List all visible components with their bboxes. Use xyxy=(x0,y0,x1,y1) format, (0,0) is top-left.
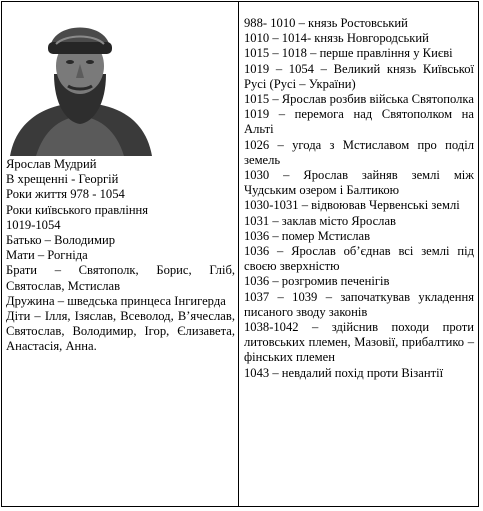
life-years: Роки життя 978 - 1054 xyxy=(6,187,125,202)
event-item: 1037 – 1039 – започаткував укладення писаного зводу законів xyxy=(244,289,474,319)
event-item: 1010 – 1014- князь Новгородський xyxy=(244,31,429,46)
event-item: 1030-1031 – відвоював Червенські землі xyxy=(244,198,460,213)
event-item: 1015 – 1018 – перше правління у Києві xyxy=(244,46,453,61)
event-item: 1038-1042 – здійснив походи проти литовських племен, Мазовії, прибалтико – фінських племен xyxy=(244,320,474,365)
history-table xyxy=(1,1,479,507)
event-item: 1026 – угода з Мстиславом про поділ земель xyxy=(244,137,474,167)
ruler-name: Ярослав Мудрий xyxy=(6,157,97,171)
event-item: 1031 – заклав місто Ярослав xyxy=(244,213,396,228)
baptismal-name: В хрещенні - Георгій xyxy=(6,172,119,187)
event-item: 1015 – Ярослав розбив війська Святополка xyxy=(244,92,474,107)
event-item: 1019 – 1054 – Великий князь Київської Русі (Русі – України) xyxy=(244,61,474,91)
reign-years: 1019-1054 xyxy=(6,217,61,232)
event-item: 1030 – Ярослав зайняв землі між Чудським озером і Балтикою xyxy=(244,168,474,198)
event-item: 1043 – невдалий похід проти Візантії xyxy=(244,365,444,380)
right-column xyxy=(239,2,478,506)
event-item: 1036 – Ярослав об’єднав всі землі під своєю зверхністю xyxy=(244,244,474,274)
wife: Дружина – шведська принцеса Інгигерда xyxy=(6,293,226,308)
event-item: 1019 – перемога над Святополком на Альті xyxy=(244,107,474,137)
children: Діти – Ілля, Ізяслав, Всеволод, В’ячеслав, Святослав, Володимир, Ігор, Єлизавета, Анастасія, Анна. xyxy=(6,309,235,354)
brothers: Брати – Святополк, Борис, Гліб, Святослав, Мстислав xyxy=(6,263,235,293)
event-item: 1036 – розгромив печенігів xyxy=(244,274,390,289)
mother: Мати – Рогніда xyxy=(6,248,88,263)
event-item: 1036 – помер Мстислав xyxy=(244,228,371,243)
left-column xyxy=(2,2,239,506)
father: Батько – Володимир xyxy=(6,233,116,248)
portrait-image xyxy=(6,4,154,156)
event-item: 988- 1010 – князь Ростовський xyxy=(244,16,408,30)
reign-label: Роки київського правління xyxy=(6,202,149,217)
